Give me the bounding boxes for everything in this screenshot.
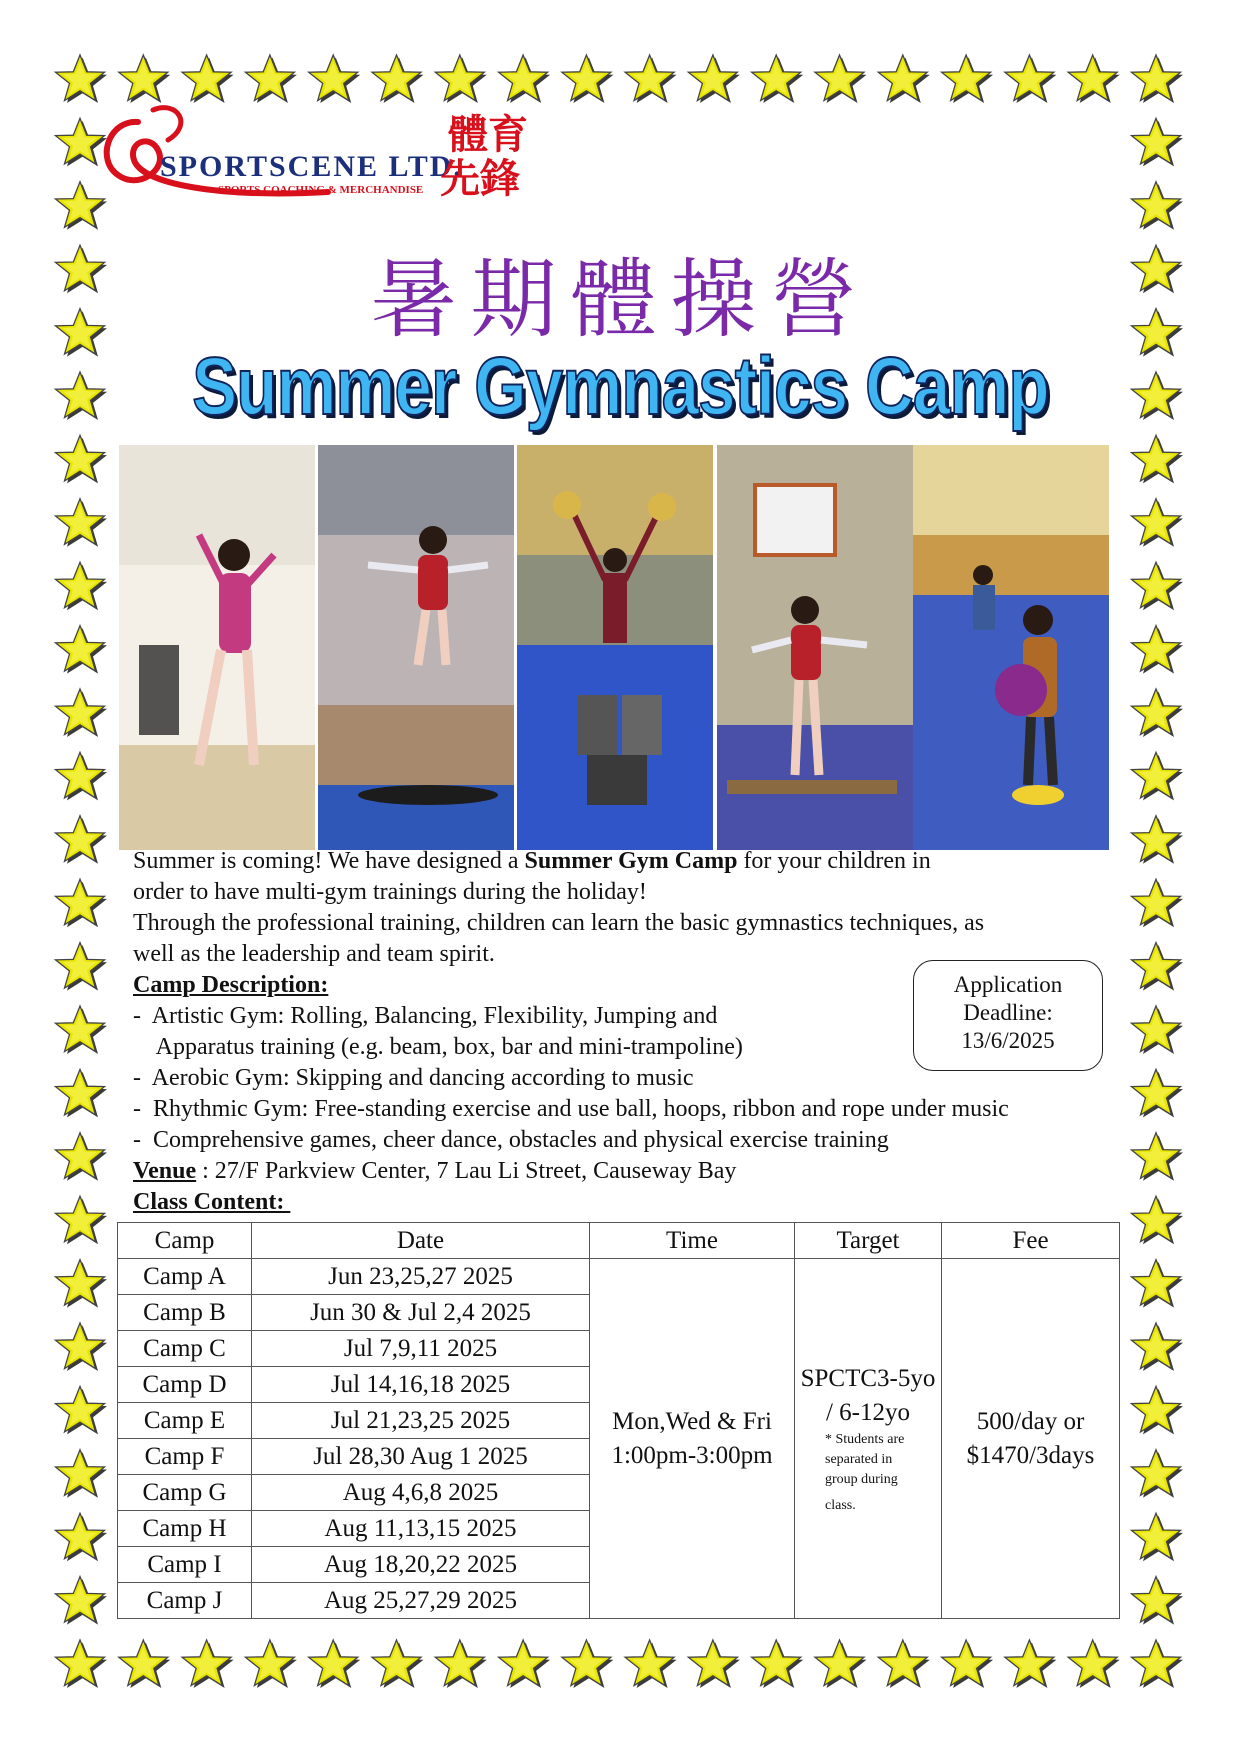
star-icon xyxy=(942,55,994,103)
date-cell: Jul 14,16,18 2025 xyxy=(252,1367,590,1403)
star-icon xyxy=(688,1640,740,1688)
star-icon xyxy=(1132,943,1184,991)
header-target: Target xyxy=(795,1223,942,1259)
camp-cell: Camp H xyxy=(118,1511,252,1547)
star-icon xyxy=(1132,1323,1184,1371)
intro-camp-name: Summer Gym Camp xyxy=(524,848,738,874)
star-icon xyxy=(625,55,677,103)
star-icon xyxy=(1068,1640,1120,1688)
date-cell: Aug 11,13,15 2025 xyxy=(252,1511,590,1547)
target-note-1: * Students are xyxy=(825,1431,905,1447)
star-icon xyxy=(1132,752,1184,800)
description-item-3: - Rhythmic Gym: Free-standing exercise and use ball, hoops, ribbon and rope under music xyxy=(133,1096,1009,1122)
date-cell: Aug 25,27,29 2025 xyxy=(252,1583,590,1619)
star-icon xyxy=(119,1640,171,1688)
photo-balance-beam xyxy=(717,445,913,850)
description-item-2: - Aerobic Gym: Skipping and dancing according to music xyxy=(133,1065,694,1091)
star-icon xyxy=(56,1133,108,1181)
camp-cell: Camp I xyxy=(118,1547,252,1583)
time-cell xyxy=(590,1259,795,1619)
star-icon xyxy=(1132,1133,1184,1181)
fee-cell xyxy=(942,1259,1120,1619)
star-icon xyxy=(1132,118,1184,166)
class-schedule-table xyxy=(117,1222,1120,1619)
header-fee: Fee xyxy=(942,1223,1120,1259)
target-note-2: separated in xyxy=(825,1451,893,1467)
star-icon xyxy=(1005,1640,1057,1688)
deadline-line-1: Application xyxy=(953,972,1063,997)
star-icon xyxy=(56,626,108,674)
date-cell: Aug 4,6,8 2025 xyxy=(252,1475,590,1511)
star-icon xyxy=(1132,435,1184,483)
target-line-2: / 6-12yo xyxy=(825,1398,911,1426)
intro-line-4: well as the leadership and team spirit. xyxy=(133,941,495,967)
logo-tagline: SPORTS COACHING & MERCHANDISE xyxy=(218,184,424,196)
table-header-row xyxy=(118,1223,1120,1259)
title-english: Summer Gymnastics Camp xyxy=(192,341,1049,432)
star-icon xyxy=(56,1577,108,1625)
star-icon xyxy=(815,1640,867,1688)
target-line-1: SPCTC3-5yo xyxy=(800,1364,936,1392)
star-icon xyxy=(56,1260,108,1308)
star-icon xyxy=(1132,1640,1184,1688)
star-icon xyxy=(119,55,171,103)
star-icon xyxy=(1132,1513,1184,1561)
date-cell: Jul 7,9,11 2025 xyxy=(252,1331,590,1367)
time-hours: 1:00pm-3:00pm xyxy=(611,1441,773,1469)
star-icon xyxy=(245,1640,297,1688)
title-chinese: 暑期體操營 xyxy=(370,250,871,350)
class-content-heading: Class Content: xyxy=(133,1189,291,1215)
camp-cell: Camp D xyxy=(118,1367,252,1403)
star-icon xyxy=(878,55,930,103)
table-row xyxy=(118,1259,1120,1295)
company-logo xyxy=(98,100,568,220)
camp-cell: Camp B xyxy=(118,1295,252,1331)
star-icon xyxy=(688,55,740,103)
star-icon xyxy=(435,1640,487,1688)
star-icon xyxy=(56,55,108,103)
star-icon xyxy=(56,1450,108,1498)
date-cell: Jun 23,25,27 2025 xyxy=(252,1259,590,1295)
star-icon xyxy=(1132,1577,1184,1625)
photo-artistic-gym xyxy=(119,445,315,850)
header-time: Time xyxy=(590,1223,795,1259)
star-icon xyxy=(1132,689,1184,737)
star-icon xyxy=(1132,1196,1184,1244)
star-icon xyxy=(56,1386,108,1434)
star-icon xyxy=(1132,626,1184,674)
star-icon xyxy=(752,1640,804,1688)
target-cell xyxy=(795,1259,942,1619)
star-icon xyxy=(1132,499,1184,547)
target-note-3: group during xyxy=(825,1471,898,1487)
star-icon xyxy=(1132,182,1184,230)
logo-chinese-line1: 體育 xyxy=(448,112,528,157)
photo-trampoline-jump xyxy=(318,445,514,850)
camp-cell: Camp C xyxy=(118,1331,252,1367)
star-icon xyxy=(56,372,108,420)
star-icon xyxy=(625,1640,677,1688)
star-icon xyxy=(245,55,297,103)
star-icon xyxy=(815,55,867,103)
deadline-line-2: Deadline: xyxy=(963,1000,1053,1025)
intro-line-2: order to have multi-gym trainings during the holiday! xyxy=(133,879,647,905)
star-icon xyxy=(1068,55,1120,103)
photo-ball-training xyxy=(913,445,1109,850)
star-icon xyxy=(1132,816,1184,864)
logo-chinese-line2: 先鋒 xyxy=(440,156,520,201)
star-icon xyxy=(56,499,108,547)
star-icon xyxy=(56,943,108,991)
logo-company-name: SPORTSCENE LTD. xyxy=(160,150,463,183)
star-icon xyxy=(56,752,108,800)
star-icon xyxy=(562,55,614,103)
star-icon xyxy=(56,1323,108,1371)
venue-value: : 27/F Parkview Center, 7 Lau Li Street, Causeway Bay xyxy=(196,1158,737,1184)
star-icon xyxy=(56,816,108,864)
star-icon xyxy=(1132,1450,1184,1498)
camp-cell: Camp F xyxy=(118,1439,252,1475)
star-icon xyxy=(1132,562,1184,610)
star-icon xyxy=(1132,1260,1184,1308)
star-icon xyxy=(878,1640,930,1688)
star-icon xyxy=(56,1513,108,1561)
fee-daily: 500/day or xyxy=(976,1407,1085,1435)
star-icon xyxy=(752,55,804,103)
date-cell: Aug 18,20,22 2025 xyxy=(252,1547,590,1583)
star-icon xyxy=(1132,879,1184,927)
star-icon xyxy=(435,55,487,103)
star-icon xyxy=(309,1640,361,1688)
star-icon xyxy=(372,1640,424,1688)
star-icon xyxy=(1132,1069,1184,1117)
star-icon xyxy=(56,1069,108,1117)
description-item-1: - Artistic Gym: Rolling, Balancing, Flexibility, Jumping and xyxy=(133,1003,718,1029)
star-icon xyxy=(56,1640,108,1688)
star-icon xyxy=(56,1196,108,1244)
header-date: Date xyxy=(252,1223,590,1259)
target-note-4: class. xyxy=(825,1497,856,1513)
fee-package: $1470/3days xyxy=(966,1441,1095,1469)
star-icon xyxy=(499,55,551,103)
application-deadline-box xyxy=(913,960,1103,1071)
star-icon xyxy=(56,435,108,483)
description-item-4: - Comprehensive games, cheer dance, obstacles and physical exercise training xyxy=(133,1127,889,1153)
star-icon xyxy=(182,55,234,103)
camp-cell: Camp G xyxy=(118,1475,252,1511)
date-cell: Jun 30 & Jul 2,4 2025 xyxy=(252,1295,590,1331)
camp-cell: Camp A xyxy=(118,1259,252,1295)
deadline-date: 13/6/2025 xyxy=(961,1028,1055,1053)
date-cell: Jul 28,30 Aug 1 2025 xyxy=(252,1439,590,1475)
time-days: Mon,Wed & Fri xyxy=(612,1407,772,1435)
intro-line-3: Through the professional training, children can learn the basic gymnastics techniques, as xyxy=(133,910,985,936)
photo-acrobatic-pyramid xyxy=(517,445,713,850)
star-icon xyxy=(309,55,361,103)
star-icon xyxy=(562,1640,614,1688)
intro-line-1: Summer is coming! We have designed a Summer Gym Camp for your children in xyxy=(133,848,931,874)
venue-label: Venue xyxy=(133,1158,197,1184)
camp-cell: Camp E xyxy=(118,1403,252,1439)
star-icon xyxy=(1005,55,1057,103)
star-icon xyxy=(56,1006,108,1054)
description-item-1-cont: Apparatus training (e.g. beam, box, bar and mini-trampoline) xyxy=(133,1034,743,1060)
camp-description-heading: Camp Description: xyxy=(133,972,329,998)
star-icon xyxy=(1132,55,1184,103)
star-icon xyxy=(56,562,108,610)
star-icon xyxy=(372,55,424,103)
camp-cell: Camp J xyxy=(118,1583,252,1619)
venue xyxy=(133,1156,736,1187)
star-icon xyxy=(1132,372,1184,420)
star-icon xyxy=(182,1640,234,1688)
date-cell: Jul 21,23,25 2025 xyxy=(252,1403,590,1439)
star-icon xyxy=(1132,1386,1184,1434)
star-icon xyxy=(56,879,108,927)
star-icon xyxy=(499,1640,551,1688)
star-icon xyxy=(942,1640,994,1688)
star-icon xyxy=(1132,1006,1184,1054)
star-icon xyxy=(56,689,108,737)
header-camp: Camp xyxy=(118,1223,252,1259)
